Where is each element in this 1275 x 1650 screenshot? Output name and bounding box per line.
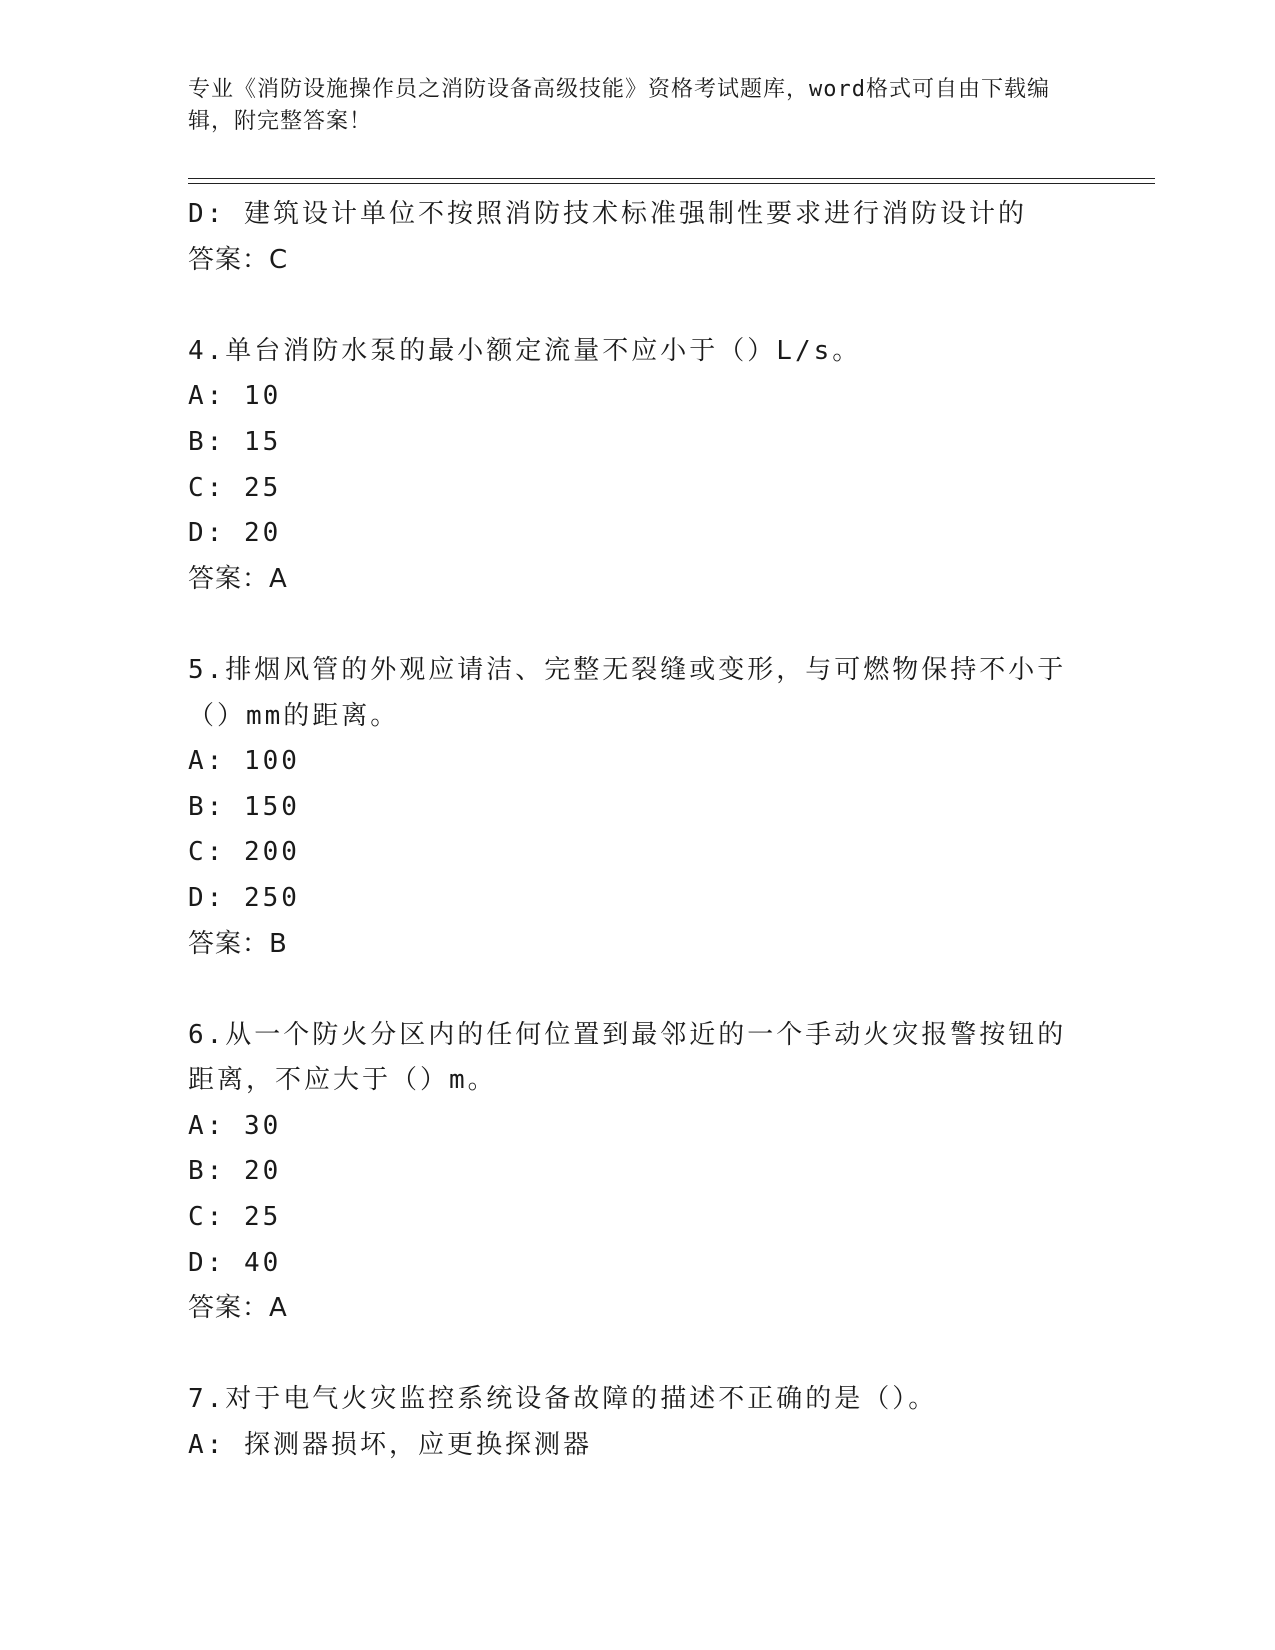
spacer <box>188 1332 1068 1378</box>
option-b: B: 20 <box>188 1156 282 1187</box>
question-stem: 7.对于电气火灾监控系统设备故障的描述不正确的是（）。 <box>188 1384 938 1415</box>
option-d: D: 建筑设计单位不按照消防技术标准强制性要求进行消防设计的 <box>188 199 1027 229</box>
answer-line: 答案：C <box>188 244 289 275</box>
option-a: A: 100 <box>188 746 300 777</box>
option-d: D: 20 <box>188 518 282 549</box>
question-6 <box>188 1013 1068 1332</box>
option-c: C: 25 <box>188 472 282 503</box>
option-a: A: 30 <box>188 1110 282 1141</box>
option-d: D: 40 <box>188 1247 282 1278</box>
option-c: C: 200 <box>188 837 300 868</box>
option-a: A: 10 <box>188 381 282 412</box>
option-a: A: 探测器损坏，应更换探测器 <box>188 1430 592 1461</box>
answer-line: 答案：B <box>188 928 288 959</box>
spacer <box>188 602 1068 648</box>
question-7 <box>188 1377 1068 1468</box>
question-list <box>188 192 1068 1469</box>
header-divider-top <box>188 178 1155 179</box>
spacer <box>188 283 1068 329</box>
question-stem: 6.从一个防火分区内的任何位置到最邻近的一个手动火灾报警按钮的距离，不应大于（）m。 <box>188 1019 1067 1096</box>
question-stem: 4.单台消防水泵的最小额定流量不应小于（）L/s。 <box>188 335 862 366</box>
document-header: 专业《消防设施操作员之消防设备高级技能》资格考试题库，word格式可自由下载编辑，附完整答案！ <box>188 77 1050 134</box>
question-5 <box>188 648 1068 967</box>
answer-line: 答案：A <box>188 1293 288 1324</box>
option-c: C: 25 <box>188 1202 282 1233</box>
answer-line: 答案：A <box>188 563 288 594</box>
option-d: D: 250 <box>188 882 300 913</box>
question-4 <box>188 329 1068 603</box>
option-b: B: 150 <box>188 791 300 822</box>
header-divider-bottom <box>188 183 1155 184</box>
spacer <box>188 967 1068 1013</box>
question-3-tail <box>188 192 1068 283</box>
option-b: B: 15 <box>188 426 282 457</box>
question-stem: 5.排烟风管的外观应请洁、完整无裂缝或变形，与可燃物保持不小于（）mm的距离。 <box>188 654 1067 731</box>
